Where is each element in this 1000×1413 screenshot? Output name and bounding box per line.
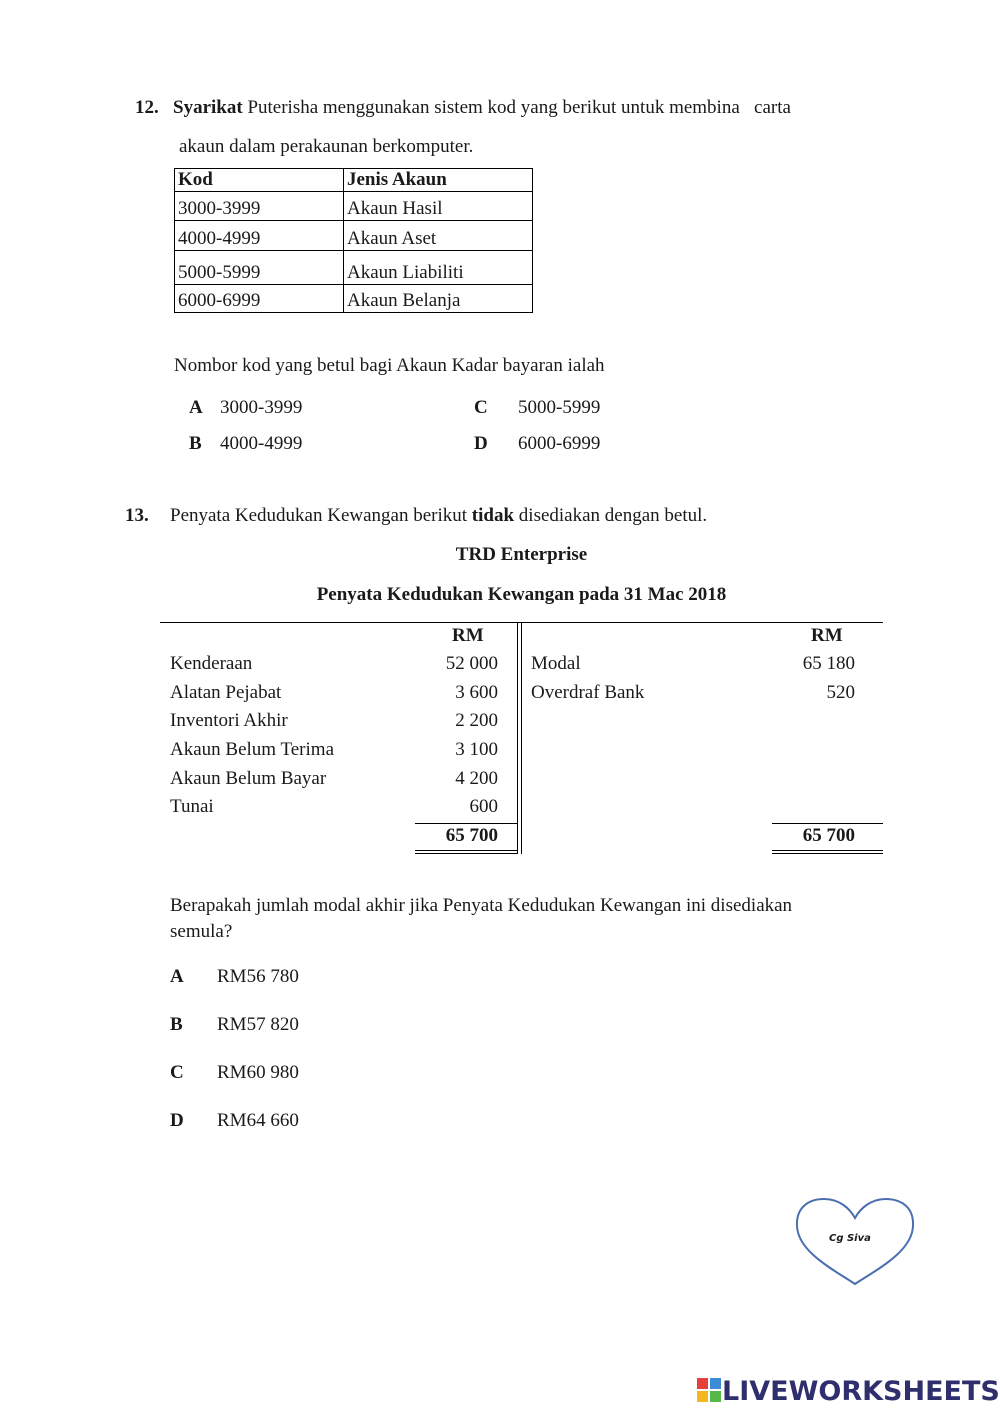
q13-option-c-letter[interactable]: C (170, 1062, 184, 1083)
liability-label: Modal (531, 653, 581, 674)
q13-text (170, 504, 707, 528)
table-row (175, 285, 533, 313)
q12-option-a-value[interactable]: 3000-3999 (220, 397, 303, 418)
asset-label: Akaun Belum Bayar (170, 768, 327, 789)
table-cell-kod: 5000-5999 (175, 251, 344, 285)
left-total: 65 700 (445, 825, 498, 846)
table-cell-jenis: Akaun Belanja (344, 285, 533, 313)
left-total-double-rule-2 (415, 853, 517, 854)
q12-option-a-letter[interactable]: A (189, 397, 203, 418)
q13-option-c-value[interactable]: RM60 980 (217, 1062, 299, 1083)
code-table-header-kod: Kod (175, 169, 344, 192)
asset-label: Kenderaan (170, 653, 253, 674)
q13-option-a-value[interactable]: RM56 780 (217, 966, 299, 987)
table-cell-kod: 6000-6999 (175, 285, 344, 313)
liability-amount: 65 180 (802, 653, 855, 674)
q13-question-line1: Berapakah jumlah modal akhir jika Penyata Kedudukan Kewangan ini disediakan (170, 895, 793, 916)
table-row (175, 192, 533, 221)
table-cell-kod: 3000-3999 (175, 192, 344, 221)
asset-amount: 2 200 (455, 710, 498, 731)
q13-text-bold: tidak (471, 505, 515, 526)
table-cell-jenis: Akaun Hasil (344, 192, 533, 221)
signature-label: Cg Siva (829, 1233, 871, 1244)
right-total-double-rule-2 (772, 853, 883, 854)
q13-option-a-letter[interactable]: A (170, 966, 184, 987)
asset-label: Tunai (170, 796, 214, 817)
statement-title: Penyata Kedudukan Kewangan pada 31 Mac 2018 (316, 584, 727, 605)
asset-amount: 4 200 (455, 768, 498, 789)
right-currency-header: RM (811, 625, 843, 646)
q13-option-d-letter[interactable]: D (170, 1110, 184, 1131)
q12-option-b-letter[interactable]: B (189, 433, 202, 454)
asset-label: Inventori Akhir (170, 710, 288, 731)
right-total-top-rule (772, 823, 883, 824)
q12-option-b-value[interactable]: 4000-4999 (220, 433, 303, 454)
table-row (175, 221, 533, 251)
q13-option-b-letter[interactable]: B (170, 1014, 183, 1035)
table-cell-kod: 4000-4999 (175, 221, 344, 251)
company-name: TRD Enterprise (455, 544, 588, 565)
right-total: 65 700 (802, 825, 855, 846)
q12-number: 12. (135, 97, 159, 118)
q13-number: 13. (125, 505, 149, 526)
asset-label: Akaun Belum Terima (170, 739, 335, 760)
asset-amount: 52 000 (445, 653, 498, 674)
table-cell-jenis: Akaun Aset (344, 221, 533, 251)
asset-amount: 3 100 (455, 739, 498, 760)
q13-option-b-value[interactable]: RM57 820 (217, 1014, 299, 1035)
asset-amount: 3 600 (455, 682, 498, 703)
liability-amount: 520 (826, 682, 855, 703)
q12-option-d-letter[interactable]: D (474, 433, 488, 454)
left-total-double-rule-1 (415, 850, 517, 851)
left-currency-header: RM (452, 625, 484, 646)
q13-text-post: disediakan dengan betul. (514, 505, 708, 526)
right-total-double-rule-1 (772, 850, 883, 851)
code-table-header-row (175, 169, 533, 192)
left-total-top-rule (415, 823, 517, 824)
q12-text-line2: akaun dalam perakaunan berkomputer. (179, 136, 474, 157)
q12-question: Nombor kod yang betul bagi Akaun Kadar bayaran ialah (174, 355, 605, 376)
q12-text-line1 (173, 96, 791, 120)
q13-question-line2: semula? (170, 921, 233, 942)
q12-option-c-letter[interactable]: C (474, 397, 488, 418)
asset-label: Alatan Pejabat (170, 682, 282, 703)
liability-label: Overdraf Bank (531, 682, 645, 703)
q13-text-pre: Penyata Kedudukan Kewangan berikut (170, 505, 472, 526)
brand-name[interactable]: LIVEWORKSHEETS (722, 1376, 1000, 1407)
liveworksheets-logo-icon (697, 1378, 721, 1402)
q13-option-d-value[interactable]: RM64 660 (217, 1110, 299, 1131)
q12-text-rest: Puterisha menggunakan sistem kod yang berikut untuk membina carta (242, 97, 791, 118)
q12-option-d-value[interactable]: 6000-6999 (518, 433, 601, 454)
table-row (175, 251, 533, 285)
q12-option-c-value[interactable]: 5000-5999 (518, 397, 601, 418)
q12-lead-bold: Syarikat (173, 97, 243, 118)
code-table-header-jenis: Jenis Akaun (344, 169, 533, 192)
statement-divider-right (521, 622, 522, 854)
statement-divider-left (517, 622, 518, 854)
code-table (174, 168, 533, 313)
table-cell-jenis: Akaun Liabiliti (344, 251, 533, 285)
asset-amount: 600 (469, 796, 498, 817)
